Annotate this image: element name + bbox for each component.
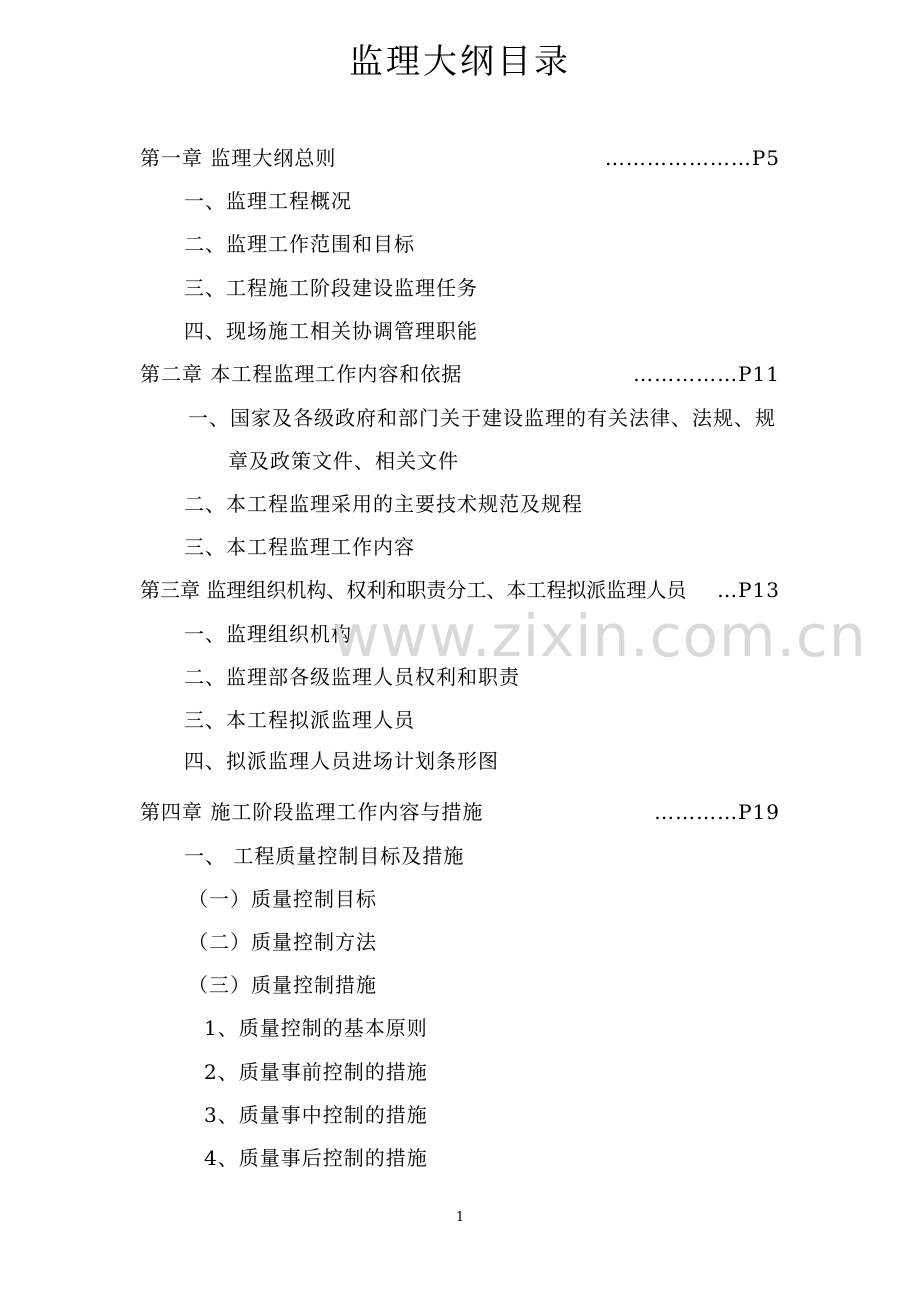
page-number: 1 — [455, 1210, 465, 1225]
chapter-2-label: 第二章 本工程监理工作内容和依据 — [140, 362, 463, 386]
toc-item: 三、工程施工阶段建设监理任务 — [184, 276, 478, 300]
toc-item: 一、监理组织机构 — [184, 622, 352, 646]
toc-item: 一、监理工程概况 — [184, 189, 352, 213]
chapter-4-entry — [140, 800, 780, 824]
chapter-1-page: …………………P5 — [604, 146, 780, 170]
toc-subsubitem: 1、质量控制的基本原则 — [204, 1016, 428, 1040]
chapter-2-page: ……………P11 — [633, 362, 780, 386]
toc-subsubitem: 2、质量事前控制的措施 — [204, 1060, 428, 1084]
chapter-3-page: …P13 — [717, 578, 780, 602]
watermark: www.zixin.com.cn — [332, 602, 867, 670]
toc-item: 三、本工程拟派监理人员 — [184, 708, 415, 732]
toc-item: 二、本工程监理采用的主要技术规范及规程 — [184, 492, 583, 516]
chapter-4-label: 第四章 施工阶段监理工作内容与措施 — [140, 800, 484, 824]
toc-item: 一、 工程质量控制目标及措施 — [184, 844, 465, 868]
chapter-1-entry — [140, 146, 780, 170]
toc-item: 一、国家及各级政府和部门关于建设监理的有关法律、法规、规 — [188, 406, 776, 430]
toc-subsubitem: 3、质量事中控制的措施 — [204, 1103, 428, 1127]
toc-item: 二、监理部各级监理人员权利和职责 — [184, 665, 520, 689]
toc-subitem: （二）质量控制方法 — [188, 930, 377, 954]
toc-item: 四、现场施工相关协调管理职能 — [184, 319, 478, 343]
toc-item-continuation: 章及政策文件、相关文件 — [228, 449, 459, 473]
toc-item: 四、拟派监理人员进场计划条形图 — [184, 749, 499, 773]
chapter-3-label: 第三章 监理组织机构、权利和职责分工、本工程拟派监理人员 — [140, 578, 687, 602]
chapter-4-page: …………P19 — [654, 800, 780, 824]
toc-subsubitem: 4、质量事后控制的措施 — [204, 1146, 428, 1170]
toc-subitem: （一）质量控制目标 — [188, 887, 377, 911]
chapter-3-entry — [140, 578, 780, 602]
toc-item: 三、本工程监理工作内容 — [184, 535, 415, 559]
toc-subitem: （三）质量控制措施 — [188, 973, 377, 997]
document-title: 监理大纲目录 — [349, 42, 571, 82]
chapter-2-entry — [140, 362, 780, 386]
chapter-1-label: 第一章 监理大纲总则 — [140, 146, 337, 170]
toc-item: 二、监理工作范围和目标 — [184, 232, 415, 256]
